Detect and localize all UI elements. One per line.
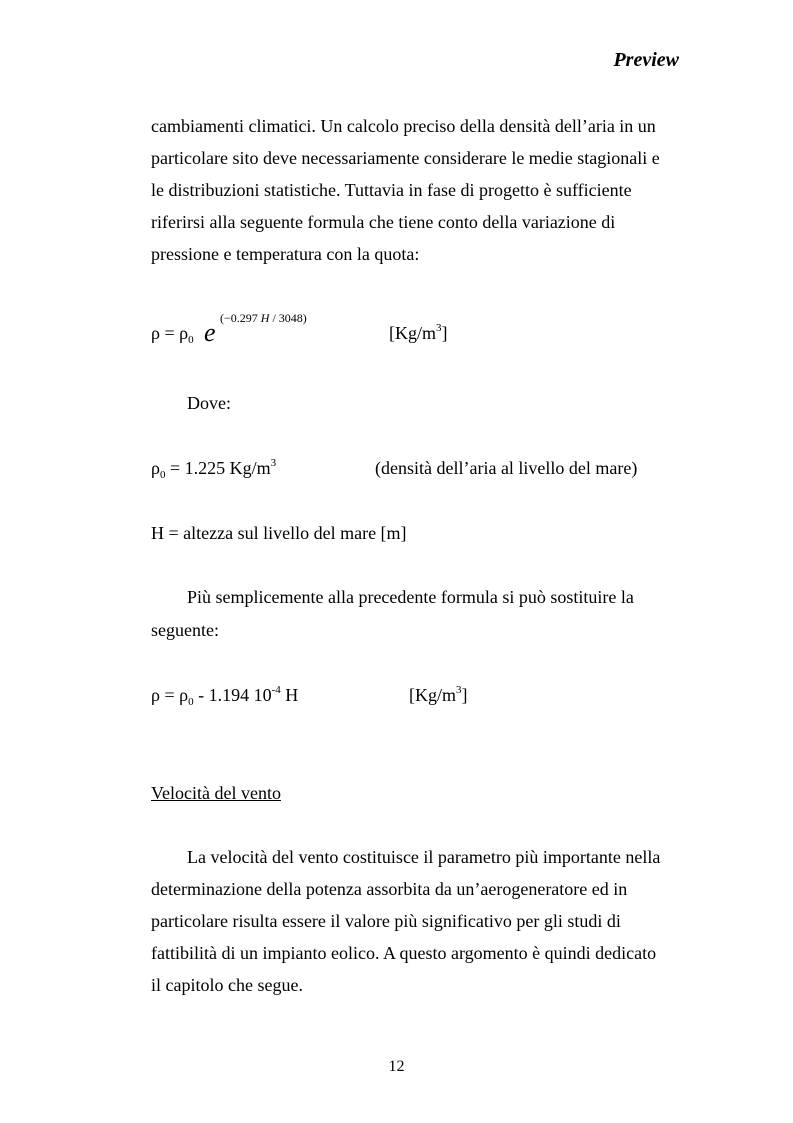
formula-exponent-post: / 3048) [272, 311, 307, 325]
unit-superscript: 3 [436, 322, 442, 334]
formula-e-symbol: e [204, 318, 216, 347]
formula2-variable: H [280, 685, 299, 705]
formula-lhs: ρ = ρ [151, 323, 189, 343]
paragraph-line: particolare sito deve necessariamente considerare le medie stagionali e [151, 148, 660, 168]
page-number: 12 [388, 1058, 405, 1075]
definition-H: H = altezza sul livello del mare [m] [151, 523, 407, 543]
paragraph-line: il capitolo che segue. [151, 975, 303, 995]
formula-subscript: 0 [188, 334, 194, 346]
paragraph-line: fattibilità di un impianto eolico. A questo argomento è quindi dedicato [151, 943, 657, 963]
page-header-title: Preview [613, 49, 679, 71]
paragraph-line: seguente: [151, 620, 219, 640]
dove-label: Dove: [187, 393, 231, 413]
paragraph-line: cambiamenti climatici. Un calcolo preciso della densità dell’aria in un [151, 116, 656, 136]
formula-exponent-pre: (−0.297 [220, 311, 258, 325]
paragraph-line: determinazione della potenza assorbita da un’aerogeneratore ed in [151, 879, 628, 899]
unit-text: [Kg/m [389, 323, 436, 343]
unit-close: ] [461, 685, 468, 705]
formula-exponent [220, 311, 307, 326]
paragraph-line: riferirsi alla seguente formula che tiene conto della variazione di [151, 212, 616, 232]
paragraph-line: pressione e temperatura con la quota: [151, 244, 420, 264]
formula2-unit [409, 685, 468, 708]
definition-rho0 [151, 458, 276, 481]
formula-density-linear [151, 685, 298, 708]
section-title: Velocità del vento [151, 783, 281, 803]
definition-rho0-description: (densità dell’aria al livello del mare) [375, 458, 638, 478]
formula2-lhs: ρ = ρ [151, 685, 189, 705]
paragraph-line: le distribuzioni statistiche. Tuttavia in fase di progetto è sufficiente [151, 180, 632, 200]
unit-close: ] [441, 323, 448, 343]
rho-subscript: 0 [159, 469, 166, 481]
unit-superscript: 3 [456, 684, 462, 696]
formula2-coefficient: - 1.194 10 [193, 685, 272, 705]
rho0-unit-superscript: 3 [270, 457, 277, 469]
formula-density-exponential [151, 323, 194, 346]
unit-text: [Kg/m [409, 685, 456, 705]
formula2-subscript: 0 [188, 696, 194, 708]
paragraph-line: particolare risulta essere il valore più significativo per gli studi di [151, 911, 621, 931]
rho0-value: = 1.225 Kg/m [165, 458, 271, 478]
paragraph-line: La velocità del vento costituisce il parametro più importante nella [187, 847, 661, 867]
formula2-exponent: -4 [271, 684, 281, 696]
formula-unit [389, 323, 448, 346]
formula-exponent-var: H [260, 311, 270, 325]
paragraph-line: Più semplicemente alla precedente formula si può sostituire la [187, 587, 634, 607]
rho-symbol: ρ [151, 458, 160, 478]
